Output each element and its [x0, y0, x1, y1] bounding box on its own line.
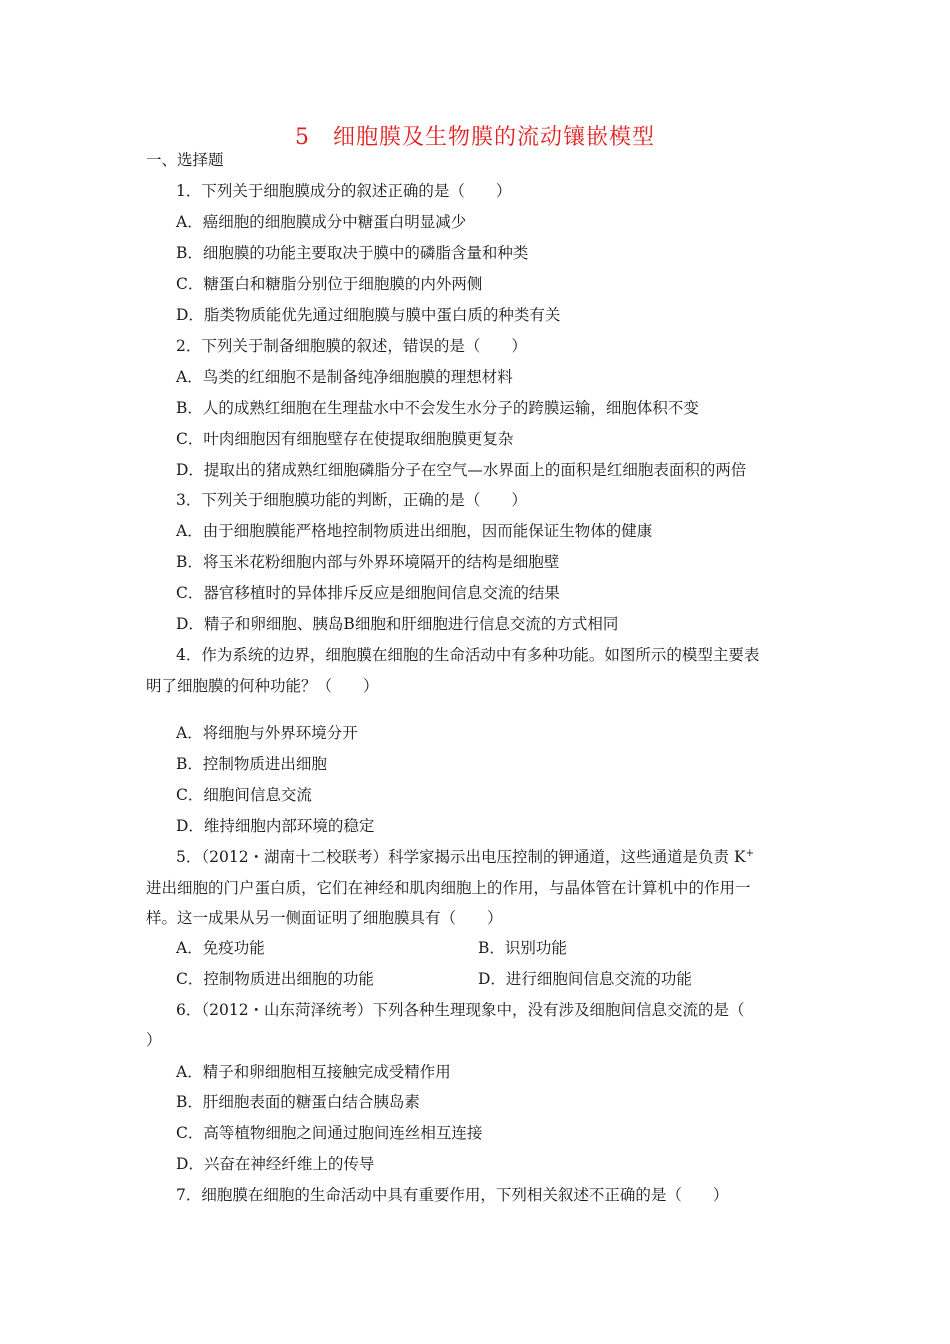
- q6-option-b: B．肝细胞表面的糖蛋白结合胰岛素: [176, 1093, 420, 1111]
- q2-option-b: B．人的成熟红细胞在生理盐水中不会发生水分子的跨膜运输，细胞体积不变: [176, 399, 699, 417]
- q2-option-a: A．鸟类的红细胞不是制备纯净细胞膜的理想材料: [176, 368, 513, 386]
- q2-stem: 2．下列关于制备细胞膜的叙述，错误的是（ ）: [176, 337, 527, 355]
- q4-option-a: A．将细胞与外界环境分开: [176, 724, 358, 742]
- q3-option-d: D．精子和卵细胞、胰岛B细胞和肝细胞进行信息交流的方式相同: [176, 615, 619, 633]
- q3-option-c: C．器官移植时的异体排斥反应是细胞间信息交流的结果: [176, 584, 560, 602]
- q6-option-a: A．精子和卵细胞相互接触完成受精作用: [176, 1063, 451, 1081]
- page-title: 5 细胞膜及生物膜的流动镶嵌模型: [295, 125, 655, 150]
- q5-option-d: D．进行细胞间信息交流的功能: [478, 970, 692, 988]
- q1-option-d: D．脂类物质能优先通过细胞膜与膜中蛋白质的种类有关: [176, 306, 561, 324]
- q7-stem: 7．细胞膜在细胞的生命活动中具有重要作用，下列相关叙述不正确的是（ ）: [176, 1186, 729, 1204]
- q6-stem-line-1: 6．（2012・山东菏泽统考）下列各种生理现象中，没有涉及细胞间信息交流的是（: [176, 1001, 745, 1019]
- q4-stem-line-1: 4．作为系统的边界，细胞膜在细胞的生命活动中有多种功能。如图所示的模型主要表: [176, 646, 760, 664]
- q5-option-b: B．识别功能: [478, 939, 567, 957]
- q1-option-b: B．细胞膜的功能主要取决于膜中的磷脂含量和种类: [176, 244, 529, 262]
- q5-stem-line-1: [176, 847, 754, 867]
- q6-option-d: D．兴奋在神经纤维上的传导: [176, 1155, 375, 1173]
- q6-stem-line-2: ）: [146, 1031, 162, 1049]
- q4-option-b: B．控制物质进出细胞: [176, 755, 327, 773]
- q4-stem-line-2: 明了细胞膜的何种功能？（ ）: [146, 677, 379, 695]
- q5-option-a: A．免疫功能: [176, 939, 265, 957]
- section-heading: 一、选择题: [146, 151, 224, 169]
- q1-option-a: A．癌细胞的细胞膜成分中糖蛋白明显减少: [176, 213, 467, 231]
- q5-superscript: +: [745, 847, 754, 859]
- q4-option-c: C．细胞间信息交流: [176, 786, 312, 804]
- q5-stem-line-1-text: 5．（2012・湖南十二校联考）科学家揭示出电压控制的钾通道，这些通道是负责 K: [176, 848, 746, 866]
- q2-option-c: C．叶肉细胞因有细胞壁存在使提取细胞膜更复杂: [176, 430, 514, 448]
- q3-option-a: A．由于细胞膜能严格地控制物质进出细胞，因而能保证生物体的健康: [176, 522, 653, 540]
- q3-option-b: B．将玉米花粉细胞内部与外界环境隔开的结构是细胞壁: [176, 553, 560, 571]
- q3-stem: 3．下列关于细胞膜功能的判断，正确的是（ ）: [176, 491, 527, 509]
- q5-stem-line-3: 样。这一成果从另一侧面证明了细胞膜具有（ ）: [146, 909, 503, 927]
- q2-option-d: D．提取出的猪成熟红细胞磷脂分子在空气—水界面上的面积是红细胞表面积的两倍: [176, 461, 747, 479]
- q1-option-c: C．糖蛋白和糖脂分别位于细胞膜的内外两侧: [176, 275, 483, 293]
- q4-option-d: D．维持细胞内部环境的稳定: [176, 817, 375, 835]
- q5-stem-line-2: 进出细胞的门户蛋白质，它们在神经和肌肉细胞上的作用，与晶体管在计算机中的作用一: [146, 879, 751, 897]
- q1-stem: 1．下列关于细胞膜成分的叙述正确的是（ ）: [176, 182, 512, 200]
- q6-option-c: C．高等植物细胞之间通过胞间连丝相互连接: [176, 1124, 483, 1142]
- q5-option-c: C．控制物质进出细胞的功能: [176, 970, 374, 988]
